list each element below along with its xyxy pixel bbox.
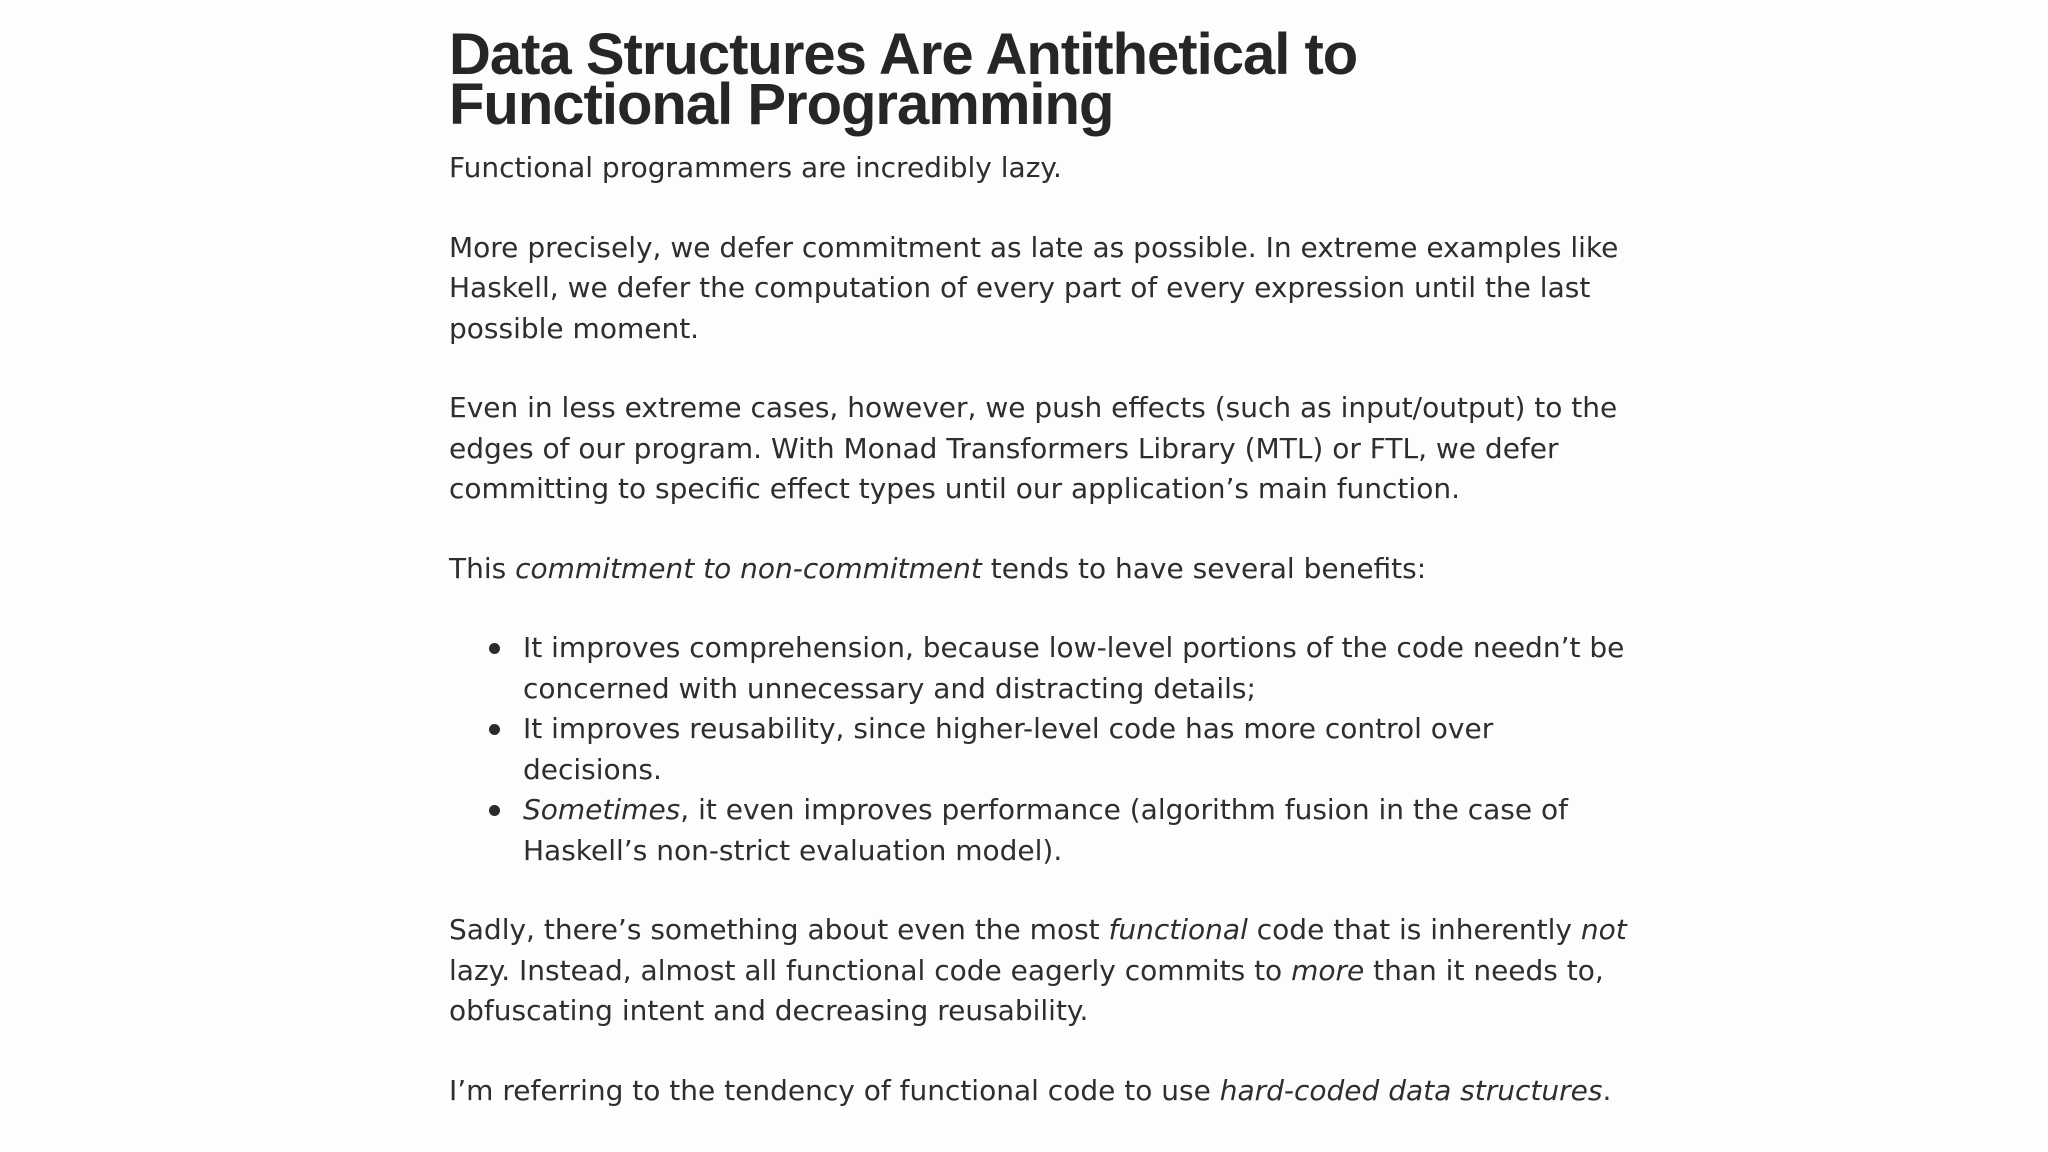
sadly-part-d: than it needs to, obfuscating intent and decreasing reusability. (449, 953, 1604, 1027)
sadly-part-c: lazy. Instead, almost all functional code eagerly commits to (449, 953, 1292, 987)
benefits-intro-post: tends to have several benefits: (981, 551, 1427, 585)
benefits-intro-emphasis: commitment to non-commitment (515, 551, 982, 585)
data-structures-post: . (1602, 1073, 1612, 1107)
sadly-part-a: Sadly, there’s something about even the most (449, 913, 1109, 946)
paragraph-data-structures (449, 1071, 1629, 1112)
sadly-part-b: code that is inherently (1247, 913, 1581, 946)
bullet-icon (489, 805, 500, 816)
article (449, 22, 1629, 1111)
list-item-emphasis: Sometimes (523, 793, 681, 826)
list-item-text: , it even improves performance (algorithm fusion in the case of Haskell’s non-strict evaluation model). (523, 793, 1568, 867)
article-title (449, 22, 1629, 137)
data-structures-emphasis: hard-coded data structures (1219, 1073, 1603, 1107)
title-line-2: Functional Programming (449, 72, 1114, 137)
bullet-icon (489, 643, 500, 654)
list-item-text: It improves reusability, since higher-level code has more control over decisions. (523, 712, 1494, 786)
sadly-emphasis-functional: functional (1108, 913, 1248, 946)
bullet-icon (489, 724, 500, 735)
article-body (449, 148, 1629, 1111)
data-structures-pre: I’m referring to the tendency of functional code to use (449, 1073, 1220, 1107)
paragraph-effects: Even in less extreme cases, however, we push effects (such as input/output) to the edges of our program. With Monad Transformers Library (MTL) or FTL, we defer committing to specific effect types until our application’s main function. (449, 391, 1618, 505)
benefits-intro-pre: This (449, 551, 516, 585)
sadly-emphasis-more: more (1291, 953, 1365, 987)
paragraph-sadly (449, 910, 1629, 1032)
paragraph-intro: Functional programmers are incredibly lazy. (449, 151, 1062, 184)
list-item (449, 790, 1629, 871)
benefits-list (449, 628, 1629, 871)
list-item (449, 628, 1629, 709)
paragraph-defer: More precisely, we defer commitment as late as possible. In extreme examples like Haskell, we defer the computation of every part of every expression until the last possible moment. (449, 230, 1619, 345)
list-item-text: It improves comprehension, because low-level portions of the code needn’t be concerned with unnecessary and distracting details; (523, 631, 1625, 705)
sadly-emphasis-not: not (1580, 913, 1627, 946)
title-line-1: Data Structures Are Antithetical to (449, 22, 1358, 87)
list-item (449, 709, 1629, 790)
paragraph-benefits-intro (449, 549, 1629, 590)
